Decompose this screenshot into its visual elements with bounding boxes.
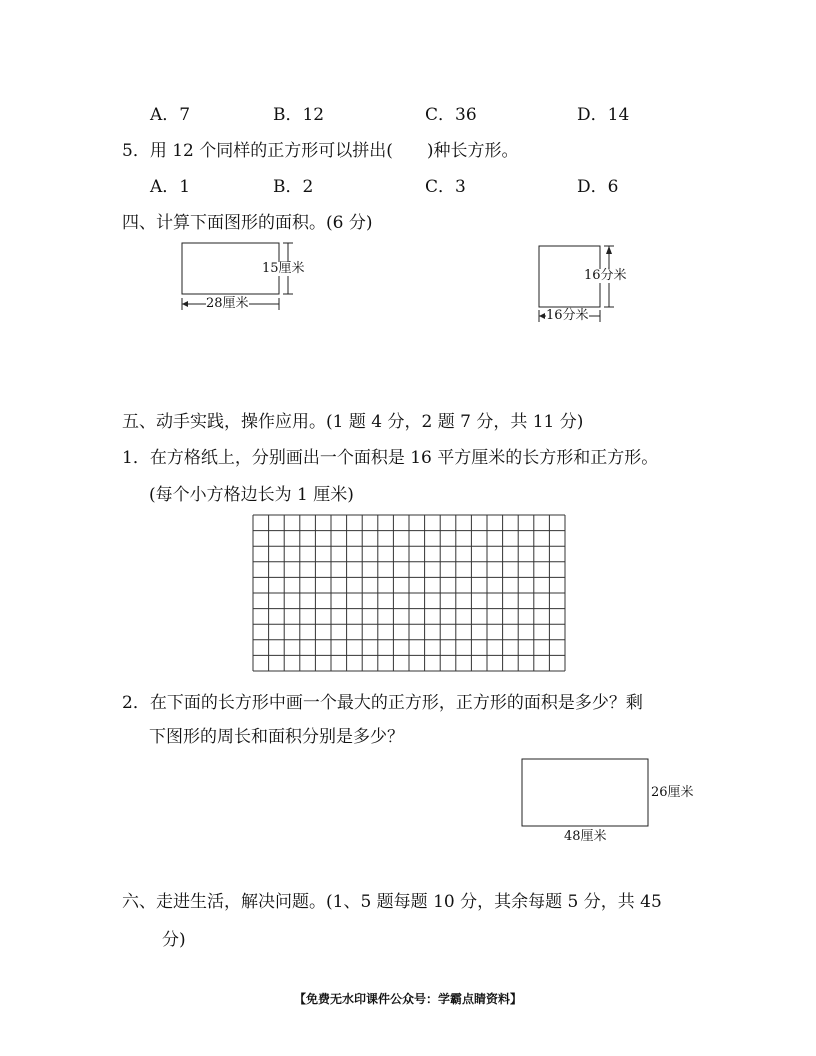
q4-option-c: C．36 — [425, 105, 477, 125]
fig1-width-label: 28厘米 — [206, 296, 249, 311]
section6-title-line2: 分) — [162, 930, 186, 950]
q5-option-c: C．3 — [425, 177, 466, 197]
section5-title: 五、动手实践，操作应用。(1 题 4 分，2 题 7 分，共 11 分) — [122, 412, 584, 432]
q4-option-d: D．14 — [577, 105, 630, 125]
fig1-height-label: 15厘米 — [262, 261, 305, 276]
fig2-height-label: 16分米 — [584, 268, 627, 283]
q4-option-b: B．12 — [273, 105, 325, 125]
q5-option-d: D．6 — [577, 177, 619, 197]
q2-height-label: 26厘米 — [651, 785, 694, 800]
q2-width-label: 48厘米 — [564, 829, 607, 844]
q5-stem: 5．用 12 个同样的正方形可以拼出( )种长方形。 — [122, 141, 519, 161]
q4-option-a: A．7 — [150, 105, 191, 125]
section5-q2-line1: 2．在下面的长方形中画一个最大的正方形，正方形的面积是多少？剩 — [122, 693, 643, 713]
section6-title-line1: 六、走进生活，解决问题。(1、5 题每题 10 分，其余每题 5 分，共 45 — [122, 892, 662, 912]
section4-title: 四、计算下面图形的面积。(6 分) — [122, 213, 373, 233]
section5-q1-line1: 1．在方格纸上，分别画出一个面积是 16 平方厘米的长方形和正方形。 — [122, 448, 659, 468]
section5-q2-line2: 下图形的周长和面积分别是多少？ — [149, 727, 404, 747]
q5-option-a: A．1 — [150, 177, 191, 197]
footer-note: 【免费无水印课件公众号：学霸点睛资料】 — [293, 992, 522, 1006]
q5-option-b: B．2 — [273, 177, 314, 197]
section5-q1-line2: (每个小方格边长为 1 厘米) — [149, 485, 354, 505]
fig2-width-label: 16分米 — [546, 308, 589, 323]
